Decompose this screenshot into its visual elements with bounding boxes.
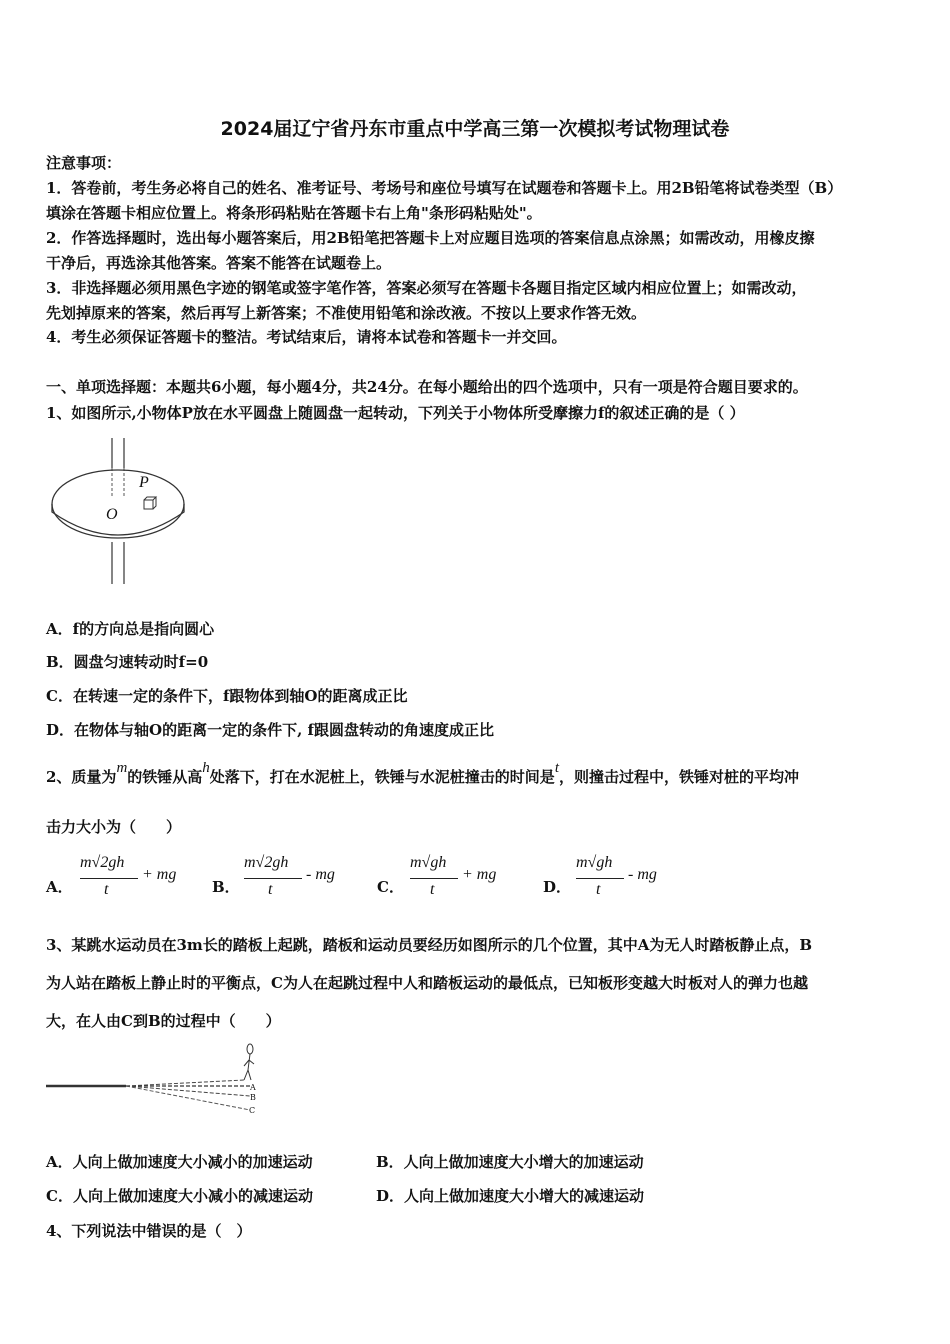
q3-option-d[interactable]: D．人向上做加速度大小增大的减速运动	[376, 1187, 645, 1205]
q2-var-t: t	[554, 760, 559, 776]
fraction-denominator: t	[430, 881, 435, 898]
question-3-stem: 为人站在踏板上静止时的平衡点，C为人在起跳过程中人和踏板运动的最低点，已知板形变越大时板对人的弹力也越	[46, 974, 808, 992]
fraction-bar	[410, 878, 458, 879]
formula-term: + mg	[142, 866, 177, 883]
fraction-denominator: t	[268, 881, 273, 898]
formula-term: + mg	[462, 866, 497, 883]
question-2-stem	[46, 760, 910, 789]
diving-board-figure	[46, 1040, 266, 1122]
figure-label-p: P	[139, 474, 149, 491]
fraction-bar	[80, 878, 138, 879]
q2-option-d-label[interactable]: D．	[543, 878, 572, 896]
page-title: 2024届辽宁省丹东市重点中学高三第一次模拟考试物理试卷	[220, 118, 730, 140]
q1-option-c[interactable]: C．在转速一定的条件下，f跟物体到轴O的距离成正比	[46, 687, 408, 705]
figure-label-b: B	[250, 1093, 256, 1102]
fraction-numerator: m√2gh	[80, 854, 125, 871]
notice-line: 填涂在答题卡相应位置上。将条形码粘贴在答题卡右上角"条形码粘贴处"。	[46, 204, 542, 222]
figure-label-a: A	[250, 1083, 256, 1092]
q3-option-c[interactable]: C．人向上做加速度大小减小的减速运动	[46, 1187, 313, 1205]
q2-text: 处落下，打在水泥桩上，铁锤与水泥桩撞击的时间是	[209, 768, 555, 786]
q2-var-m: m	[116, 760, 128, 776]
question-3-stem: 3、某跳水运动员在3m长的踏板上起跳，踏板和运动员要经历如图所示的几个位置，其中A为无人时踏板静止点，B	[46, 936, 813, 954]
q2-text: ，则撞击过程中，铁锤对桩的平均冲	[558, 768, 799, 786]
q2-option-b-label[interactable]: B．	[212, 878, 240, 896]
question-3-stem: 大，在人由C到B的过程中（ ）	[46, 1012, 281, 1030]
fraction-numerator: m√gh	[410, 854, 447, 871]
notice-line: 4．考生必须保证答题卡的整洁。考试结束后，请将本试卷和答题卡一并交回。	[46, 328, 567, 346]
rotating-disc-figure	[48, 438, 198, 586]
notice-line: 2．作答选择题时，选出每小题答案后，用2B铅笔把答题卡上对应题目选项的答案信息点涂黑；如需改动，用橡皮擦	[46, 229, 815, 247]
fraction-bar	[576, 878, 624, 879]
q1-option-d[interactable]: D．在物体与轴O的距离一定的条件下, f跟圆盘转动的角速度成正比	[46, 721, 494, 739]
q2-text: 2、质量为	[46, 768, 117, 786]
question-4-stem: 4、下列说法中错误的是（ ）	[46, 1222, 252, 1240]
notice-line: 干净后，再选涂其他答案。答案不能答在试题卷上。	[46, 254, 392, 272]
formula-term: - mg	[628, 866, 657, 883]
q3-option-a[interactable]: A．人向上做加速度大小减小的加速运动	[46, 1153, 313, 1171]
q1-option-a[interactable]: A．f的方向总是指向圆心	[46, 620, 215, 638]
q2-text: 的铁锤从高	[127, 768, 203, 786]
fraction-numerator: m√gh	[576, 854, 613, 871]
fraction-denominator: t	[596, 881, 601, 898]
q2-var-h: h	[202, 760, 210, 776]
figure-label-c: C	[249, 1106, 256, 1115]
q3-option-b[interactable]: B．人向上做加速度大小增大的加速运动	[376, 1153, 644, 1171]
section-heading: 一、单项选择题：本题共6小题，每小题4分，共24分。在每小题给出的四个选项中，只有一项是符合题目要求的。	[46, 378, 808, 396]
q2-option-a-label[interactable]: A．	[46, 878, 73, 896]
question-1-stem: 1、如图所示,小物体P放在水平圆盘上随圆盘一起转动，下列关于小物体所受摩擦力f的叙述正确的是（ ）	[46, 404, 745, 422]
question-2-stem-line2: 击力大小为（ ）	[46, 818, 182, 836]
notice-line: 1．答卷前，考生务必将自己的姓名、准考证号、考场号和座位号填写在试题卷和答题卡上。用2B铅笔将试卷类型（B）	[46, 179, 843, 197]
fraction-numerator: m√2gh	[244, 854, 289, 871]
notice-line: 3．非选择题必须用黑色字迹的钢笔或签字笔作答，答案必须写在答题卡各题目指定区域内相应位置上；如需改动，	[46, 279, 807, 297]
fraction-bar	[244, 878, 302, 879]
q1-option-b[interactable]: B．圆盘匀速转动时f=0	[46, 653, 209, 671]
notice-heading: 注意事项：	[46, 154, 122, 172]
formula-term: - mg	[306, 866, 335, 883]
fraction-denominator: t	[104, 881, 109, 898]
q2-option-c-label[interactable]: C．	[377, 878, 404, 896]
figure-label-o: O	[106, 506, 118, 523]
notice-line: 先划掉原来的答案，然后再写上新答案；不准使用铅笔和涂改液。不按以上要求作答无效。	[46, 304, 647, 322]
